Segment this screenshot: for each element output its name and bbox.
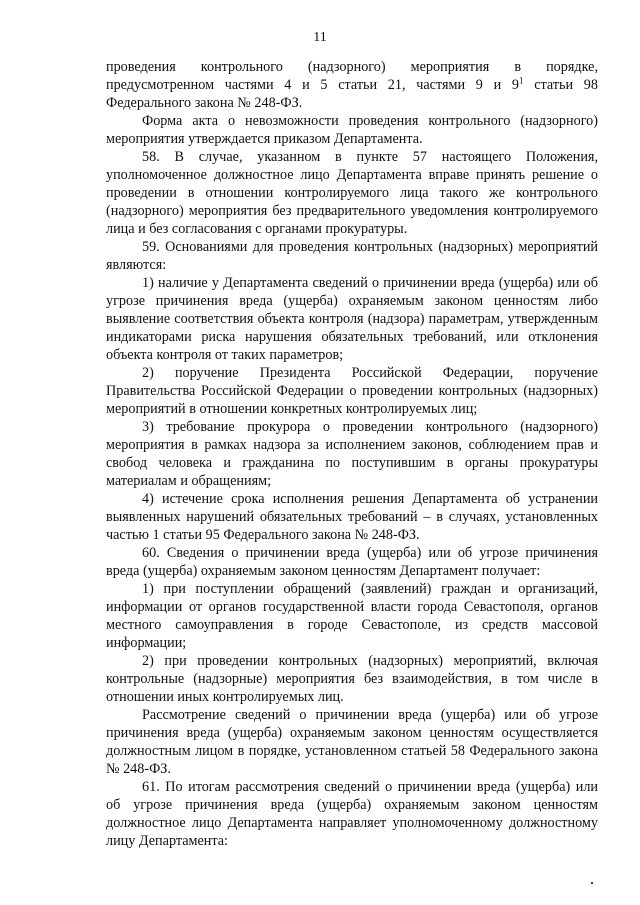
scan-speck	[591, 882, 593, 884]
paragraph-59-item-2: 2) поручение Президента Российской Федерации, поручение Правительства Российской Федерации о проведении контрольных (надзорных) мероприятий в отношении конкретных контролируемых лиц;	[106, 365, 598, 417]
body-text	[106, 58, 598, 850]
paragraph-59-item-3: 3) требование прокурора о проведении контрольного (надзорного) мероприятия в рамках надзора за исполнением законов, соблюдением прав и свобод человека и гражданина по поступившим в органы прокуратуры материалам и обращениям;	[106, 419, 598, 489]
paragraph-59: 59. Основаниями для проведения контрольных (надзорных) мероприятий являются:	[106, 239, 598, 273]
superscript-marker: 1	[519, 75, 524, 86]
paragraph-text: статьи 98 Федерального закона № 248-ФЗ.	[106, 77, 598, 111]
paragraph-58: 58. В случае, указанном в пункте 57 настоящего Положения, уполномоченное должностное лицо Департамента вправе принять решение о проведении в отношении контролируемого лица такого же контрольного (надзорного) мероприятия без предварительного уведомления контролируемого лица и без согласования с органами прокуратуры.	[106, 149, 598, 237]
paragraph-review: Рассмотрение сведений о причинении вреда (ущерба) или об угрозе причинения вреда (ущерба) охраняемым законом ценностям осуществляется должностным лицом в порядке, установленном статьей 58 Федерального закона № 248-ФЗ.	[106, 707, 598, 777]
paragraph-text: проведения контрольного (надзорного) мероприятия в порядке, предусмотренном частями 4 и 5 статьи 21, частями 9 и 9	[106, 59, 598, 93]
paragraph-continuation	[106, 58, 598, 112]
paragraph-61: 61. По итогам рассмотрения сведений о причинении вреда (ущерба) или об угрозе причинения вреда (ущерба) охраняемым законом ценностям должностное лицо Департамента направляет уполномоченному должностному лицу Департамента:	[106, 779, 598, 849]
page-number: 11	[313, 30, 327, 45]
paragraph-form-act: Форма акта о невозможности проведения контрольного (надзорного) мероприятия утверждается приказом Департамента.	[106, 113, 598, 147]
paragraph-60-item-1: 1) при поступлении обращений (заявлений) граждан и организаций, информации от органов государственной власти города Севастополя, органов местного самоуправления в городе Севастополе, из средств массовой информации;	[106, 581, 598, 651]
paragraph-59-item-4: 4) истечение срока исполнения решения Департамента об устранении выявленных нарушений обязательных требований – в случаях, установленных частью 1 статьи 95 Федерального закона № 248-ФЗ.	[106, 491, 598, 543]
paragraph-60: 60. Сведения о причинении вреда (ущерба) или об угрозе причинения вреда (ущерба) охраняемым законом ценностям Департамент получает:	[106, 545, 598, 579]
paragraph-60-item-2: 2) при проведении контрольных (надзорных) мероприятий, включая контрольные (надзорные) мероприятия без взаимодействия, в том числе в отношении иных контролируемых лиц.	[106, 653, 598, 705]
paragraph-59-item-1: 1) наличие у Департамента сведений о причинении вреда (ущерба) или об угрозе причинения вреда (ущерба) охраняемым законом ценностям либо выявление соответствия объекта контроля (надзора) параметрам, утвержденным индикаторами риска нарушения обязательных требований, или отклонения объекта контроля от таких параметров;	[106, 275, 598, 363]
